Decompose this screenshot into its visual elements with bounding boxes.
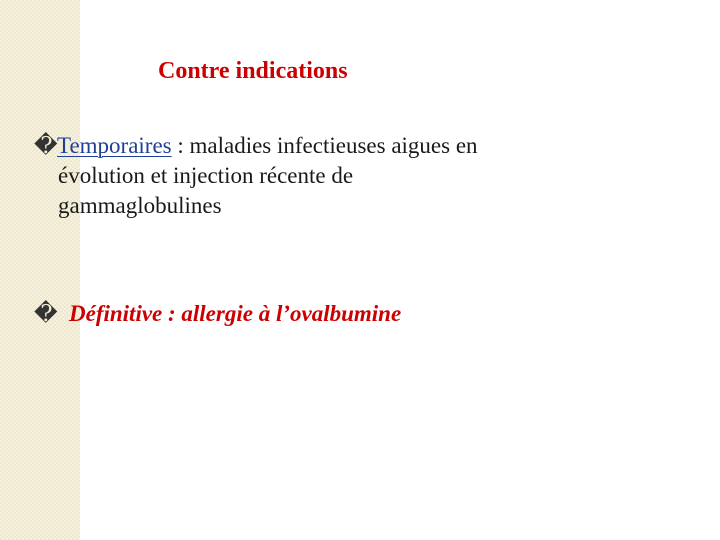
decorative-side-band — [0, 0, 80, 540]
slide-title: Contre indications — [158, 58, 348, 84]
bullet-icon: � — [34, 133, 58, 158]
bullet-definitive — [34, 299, 401, 329]
bullet-text-line2: évolution et injection récente de — [58, 163, 354, 188]
bullet-temporaires — [34, 131, 634, 221]
bullet-text-line3: gammaglobulines — [58, 193, 222, 218]
bullet-text-line1: : maladies infectieuses aigues en — [171, 133, 478, 158]
bullet-icon: � — [34, 301, 58, 326]
term-temporaires: Temporaires — [57, 133, 172, 158]
term-definitive: Définitive : allergie à l’ovalbumine — [69, 301, 402, 326]
